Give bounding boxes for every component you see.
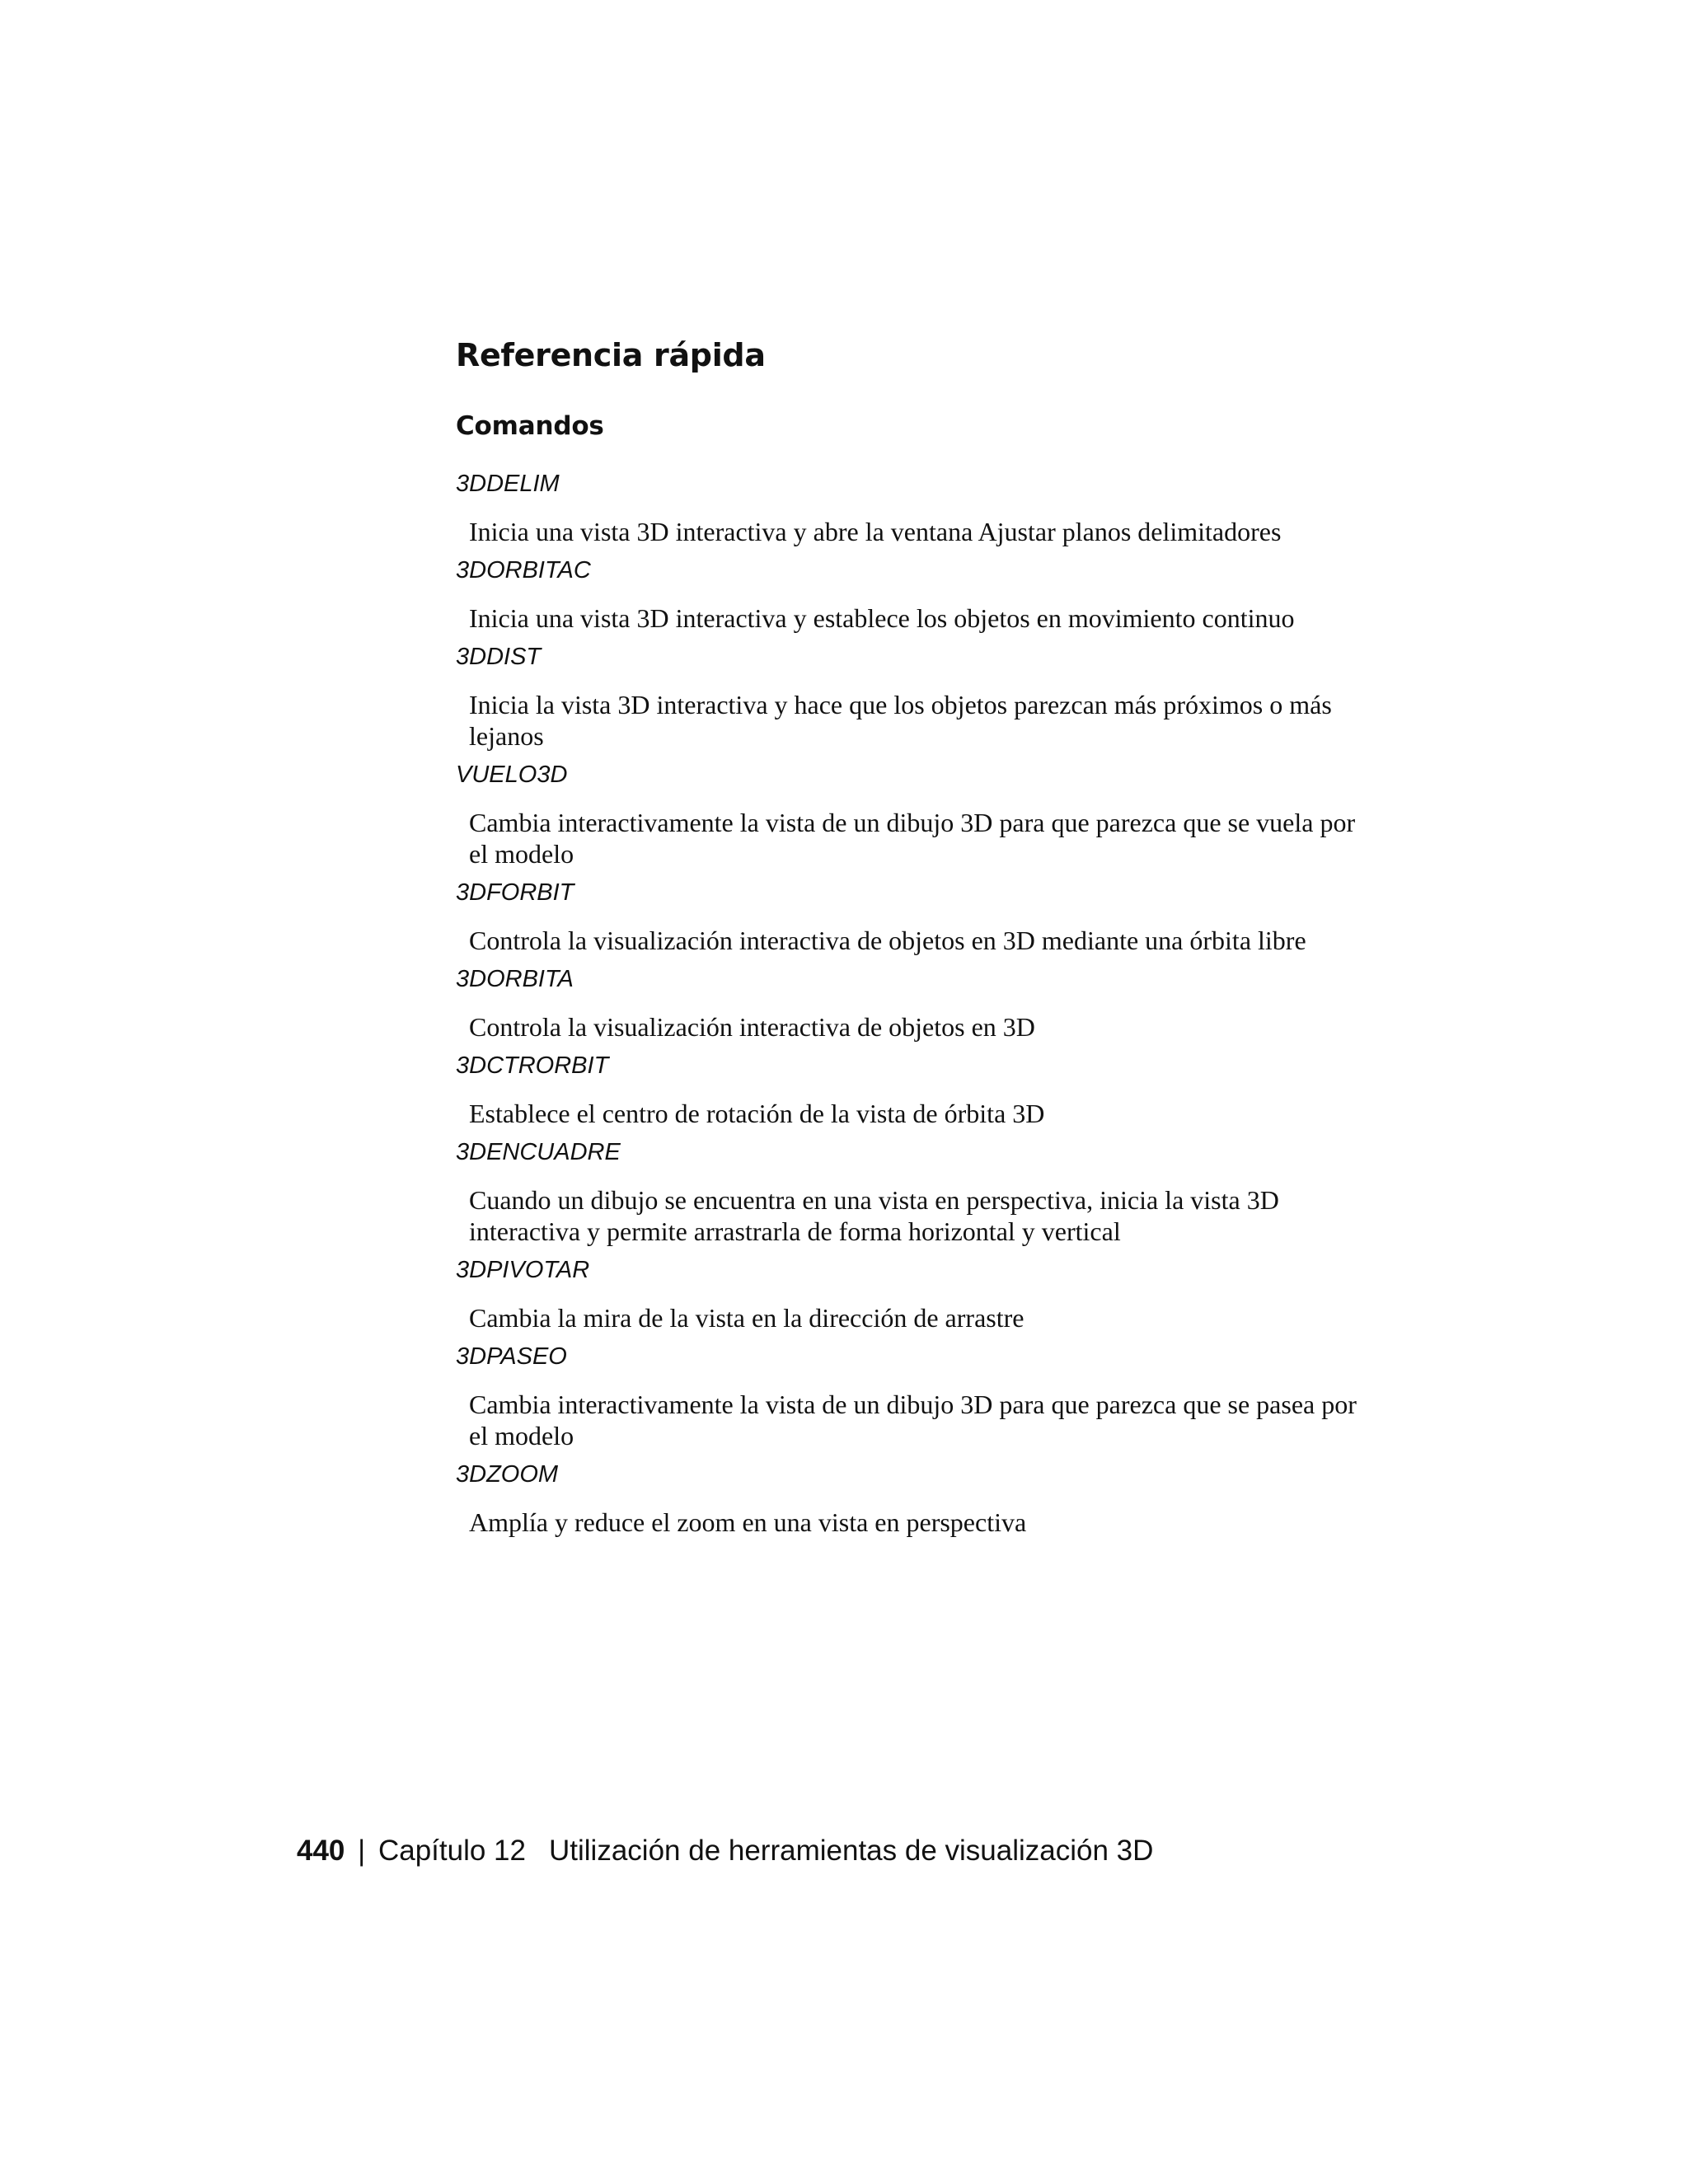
subsection-heading: Comandos [456, 410, 604, 441]
chapter-label: Capítulo 12 [377, 1835, 526, 1867]
command-name: 3DORBITA [456, 966, 574, 993]
page-footer [297, 1834, 1153, 1868]
command-description: Cambia interactivamente la vista de un dibujo 3D para que parezca que se vuela por el modelo [469, 808, 1356, 869]
command-name: 3DPIVOTAR [456, 1257, 590, 1284]
page-content [456, 338, 1362, 1546]
section-heading: Referencia rápida [456, 337, 766, 373]
command-name: 3DDIST [456, 644, 542, 671]
command-description: Cambia interactivamente la vista de un dibujo 3D para que parezca que se pasea por el modelo [469, 1390, 1357, 1451]
command-name: 3DFORBIT [456, 879, 574, 907]
command-name: 3DZOOM [456, 1461, 559, 1488]
command-description: Inicia la vista 3D interactiva y hace que los objetos parezcan más próximos o más lejanos [469, 690, 1332, 752]
footer-separator: | [358, 1835, 366, 1867]
command-description: Inicia una vista 3D interactiva y abre la ventana Ajustar planos delimitadores [469, 517, 1282, 547]
command-description: Amplía y reduce el zoom en una vista en perspectiva [469, 1507, 1027, 1538]
command-name: 3DCTRORBIT [456, 1052, 609, 1080]
command-name: 3DPASEO [456, 1343, 567, 1371]
command-name: 3DENCUADRE [456, 1139, 621, 1166]
page-number: 440 [297, 1835, 345, 1867]
command-name: VUELO3D [456, 762, 568, 789]
command-name: 3DDELIM [456, 471, 560, 498]
command-description: Inicia una vista 3D interactiva y establece los objetos en movimiento continuo [469, 603, 1295, 634]
chapter-title: Utilización de herramientas de visualización 3D [549, 1835, 1154, 1867]
command-list [456, 469, 1362, 1538]
command-description: Cambia la mira de la vista en la dirección de arrastre [469, 1303, 1025, 1333]
command-description: Controla la visualización interactiva de objetos en 3D mediante una órbita libre [469, 926, 1306, 956]
command-description: Establece el centro de rotación de la vista de órbita 3D [469, 1099, 1045, 1129]
command-name: 3DORBITAC [456, 557, 591, 584]
command-description: Cuando un dibujo se encuentra en una vista en perspectiva, inicia la vista 3D interactiva y permite arrastrarla de forma horizontal y vertical [469, 1185, 1279, 1247]
command-description: Controla la visualización interactiva de objetos en 3D [469, 1012, 1035, 1043]
